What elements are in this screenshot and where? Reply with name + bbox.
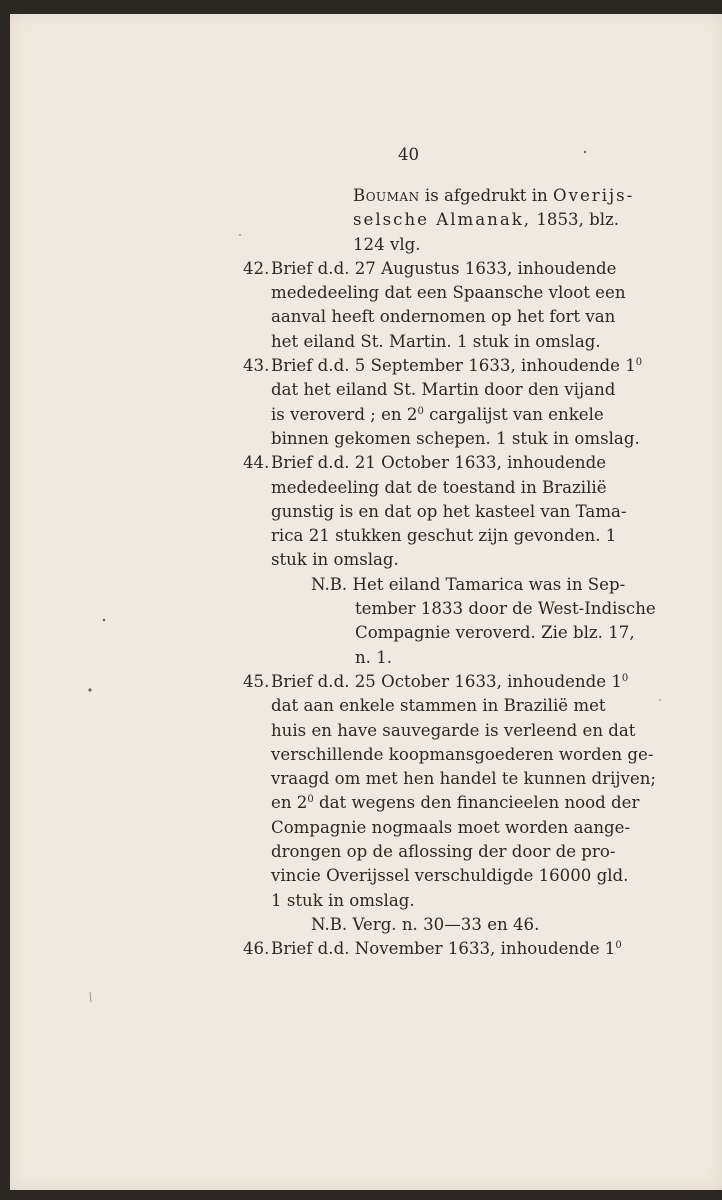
superscript: 0 (417, 405, 424, 417)
entry-line: Brief d.d. 5 September 1633, inhoudende $1^0$ (271, 356, 643, 376)
note-block (311, 573, 656, 670)
note-line: N.B. Verg. n. 30—33 en 46. (311, 914, 540, 934)
entry-line: verschillende koopmansgoederen worden ge- (271, 744, 654, 764)
entry-number: 45. (243, 671, 270, 691)
superscript: 0 (615, 940, 622, 952)
intro-line-2: selsche Almanak, 1853, blz. (353, 210, 620, 230)
entry-line: het eiland St. Martin. 1 stuk in omslag. (271, 331, 601, 351)
intro-line-1: Bouman is afgedrukt in Overijs- (353, 186, 635, 205)
entry-line: en $2^0$ dat wegens den financieelen nood der (271, 793, 640, 813)
intro-continuation (353, 184, 645, 257)
entry-line: Brief d.d. 21 October 1633, inhoudende (271, 453, 607, 473)
entry-42 (243, 257, 645, 354)
intro-line-3: 124 vlg. (353, 234, 421, 254)
entry-line: is veroverd ; en $2^0$ cargalijst van enkele (271, 404, 604, 424)
note-line: n. 1. (355, 647, 393, 667)
entry-line: huis en have sauvegarde is verleend en dat (271, 720, 636, 740)
entry-43 (243, 354, 645, 451)
entry-number: 44. (243, 453, 270, 473)
entry-line: dat het eiland St. Martin door den vijand (271, 380, 616, 400)
page-text (243, 184, 657, 962)
entry-number: 43. (243, 356, 270, 376)
entry-line: Brief d.d. 25 October 1633, inhoudende $1^0$ (271, 671, 629, 691)
entry-line: rica 21 stukken geschut zijn gevonden. 1 (271, 526, 617, 546)
note-line: Compagnie veroverd. Zie blz. 17, (355, 623, 635, 643)
page-number: 40 (398, 145, 420, 164)
entry-number: 42. (243, 258, 270, 278)
entry-line: vincie Overijssel verschuldigde 16000 gld. (271, 866, 629, 886)
superscript: 0 (307, 794, 314, 806)
entry-line: Brief d.d. 27 Augustus 1633, inhoudende (271, 258, 617, 278)
note-line: tember 1833 door de West-Indische (355, 599, 656, 619)
entry-number: 46. (243, 939, 270, 959)
entry-line: stuk in omslag. (271, 550, 399, 570)
entry-line: drongen op de aflossing der door de pro- (271, 842, 616, 862)
superscript: 0 (621, 672, 629, 684)
entry-line: dat aan enkele stammen in Brazilië met (271, 696, 606, 716)
entry-line: gunstig is en dat op het kasteel van Tama- (271, 501, 627, 521)
entry-45 (243, 670, 657, 937)
entry-line: 1 stuk in omslag. (271, 890, 415, 910)
entry-line: Compagnie nogmaals moet worden aange- (271, 817, 631, 837)
entry-46 (243, 937, 645, 961)
entry-line: Brief d.d. November 1633, inhoudende $1^0$ (271, 939, 622, 959)
note-line: N.B. Het eiland Tamarica was in Sep- (311, 574, 626, 594)
entry-44 (243, 451, 656, 670)
entry-line: mededeeling dat een Spaansche vloot een (271, 283, 626, 303)
note-block (311, 913, 645, 937)
entry-line: aanval heeft ondernomen op het fort van (271, 307, 616, 327)
entry-line: binnen gekomen schepen. 1 stuk in omslag. (271, 428, 640, 448)
superscript: 0 (635, 357, 643, 369)
entry-line: mededeeling dat de toestand in Brazilië (271, 477, 607, 497)
entry-line: vraagd om met hen handel te kunnen drijven; (271, 769, 657, 789)
